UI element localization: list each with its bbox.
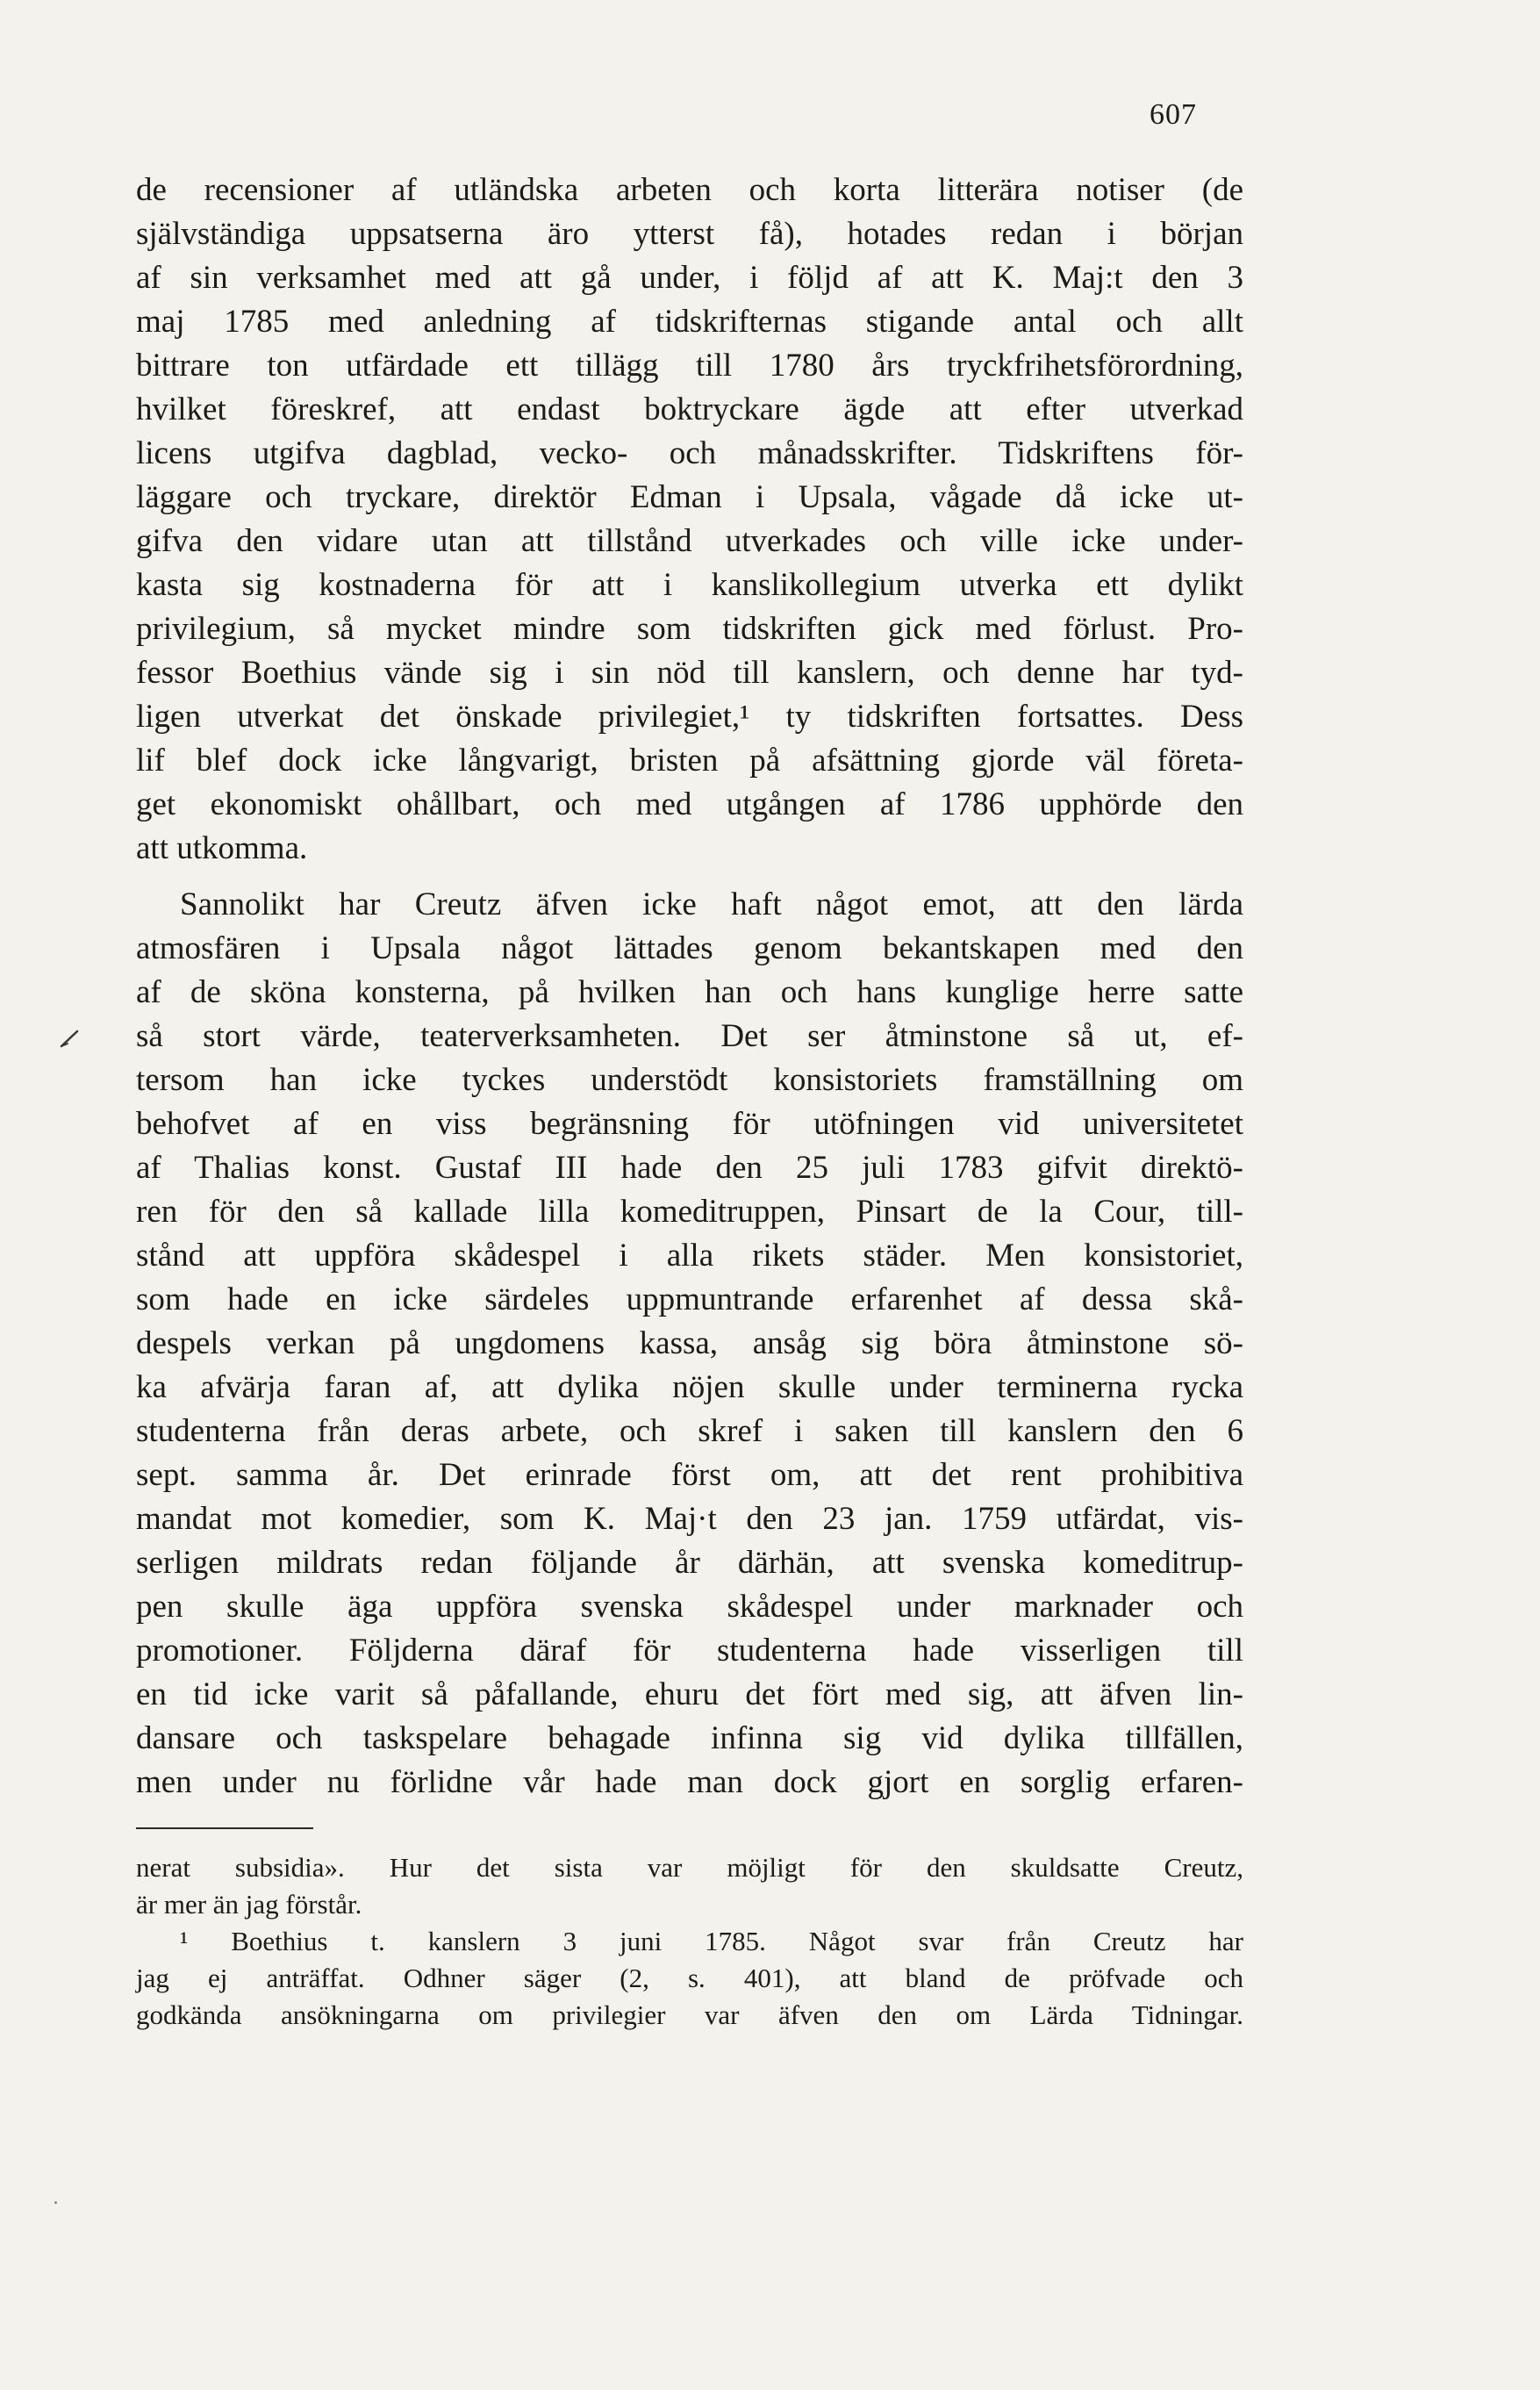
footnote-line: jag ej anträffat. Odhner säger (2, s. 401), att bland de pröfvade och [136,1963,1243,1993]
margin-pencil-mark [60,1029,79,1048]
text-line: en tid icke varit så påfallande, ehuru det fört med sig, att äfven lin- [136,1676,1243,1712]
text-line: de recensioner af utländska arbeten och korta litterära notiser (de [136,172,1243,208]
text-line: despels verkan på ungdomens kassa, ansåg sig böra åtminstone sö- [136,1325,1243,1361]
footnote-divider [136,1827,313,1829]
text-line: privilegium, så mycket mindre som tidskriften gick med förlust. Pro- [136,611,1243,647]
text-line: men under nu förlidne vår hade man dock gjort en sorglig erfaren- [136,1764,1243,1800]
text-line: kasta sig kostnaderna för att i kanslikollegium utverka ett dylikt [136,567,1243,603]
paragraph-2 [136,883,1243,1805]
text-line: af de sköna konsterna, på hvilken han och hans kunglige herre satte [136,974,1243,1010]
text-line: get ekonomiskt ohållbart, och med utgången af 1786 upphörde den [136,786,1243,822]
text-line: serligen mildrats redan följande år därhän, att svenska komeditrup- [136,1545,1243,1581]
paragraph-1 [136,169,1243,871]
text-line: ligen utverkat det önskade privilegiet,¹ ty tidskriften fortsattes. Dess [136,699,1243,735]
text-line: läggare och tryckare, direktör Edman i Upsala, vågade då icke ut- [136,479,1243,515]
text-line: ka afvärja faran af, att dylika nöjen skulle under terminerna rycka [136,1369,1243,1405]
text-line: af sin verksamhet med att gå under, i följd af att K. Maj:t den 3 [136,260,1243,296]
text-line: lif blef dock icke långvarigt, bristen på afsättning gjorde väl företa- [136,743,1243,779]
text-line: självständiga uppsatserna äro ytterst få), hotades redan i början [136,216,1243,252]
text-line: stånd att uppföra skådespel i alla rikets städer. Men konsistoriet, [136,1238,1243,1274]
text-line: tersom han icke tyckes understödt konsistoriets framställning om [136,1062,1243,1098]
page-number: 607 [1150,98,1197,131]
text-line: sept. samma år. Det erinrade först om, att det rent prohibitiva [136,1457,1243,1493]
text-line: studenterna från deras arbete, och skref i saken till kanslern den 6 [136,1413,1243,1449]
footnote-line: ¹ Boethius t. kanslern 3 juni 1785. Något svar från Creutz har [180,1926,1243,1956]
text-line: dansare och taskspelare behagade infinna sig vid dylika tillfällen, [136,1720,1243,1756]
text-line: Sannolikt har Creutz äfven icke haft något emot, att den lärda [180,886,1243,922]
text-line: promotioner. Följderna däraf för studenterna hade visserligen till [136,1633,1243,1669]
text-line: bittrare ton utfärdade ett tillägg till 1780 års tryckfrihetsförordning, [136,348,1243,384]
text-line: pen skulle äga uppföra svenska skådespel under marknader och [136,1589,1243,1625]
text-line: att utkomma. [136,830,308,866]
text-line: licens utgifva dagblad, vecko- och månadsskrifter. Tidskriftens för- [136,435,1243,471]
text-line: så stort värde, teaterverksamheten. Det ser åtminstone så ut, ef- [136,1018,1243,1054]
text-line: atmosfären i Upsala något lättades genom bekantskapen med den [136,930,1243,966]
footnote-line: godkända ansökningarna om privilegier var äfven den om Lärda Tidningar. [136,1999,1243,2030]
text-line: fessor Boethius vände sig i sin nöd till kanslern, och denne har tyd- [136,655,1243,691]
text-line: hvilket föreskref, att endast boktryckare ägde att efter utverkad [136,391,1243,427]
text-line: af Thalias konst. Gustaf III hade den 25 juli 1783 gifvit direktö- [136,1150,1243,1186]
text-line: som hade en icke särdeles uppmuntrande erfarenhet af dessa skå- [136,1281,1243,1317]
text-line: gifva den vidare utan att tillstånd utverkades och ville icke under- [136,523,1243,559]
footnote-line: nerat subsidia». Hur det sista var möjligt för den skuldsatte Creutz, [136,1852,1243,1883]
page-speck [54,2201,57,2204]
footnote-line: är mer än jag förstår. [136,1889,362,1920]
text-line: behofvet af en viss begränsning för utöfningen vid universitetet [136,1106,1243,1142]
text-line: ren för den så kallade lilla komeditruppen, Pinsart de la Cour, till- [136,1194,1243,1230]
text-line: mandat mot komedier, som K. Maj·t den 23 jan. 1759 utfärdat, vis- [136,1501,1243,1537]
footnotes [136,1849,1243,2034]
text-line: maj 1785 med anledning af tidskrifternas stigande antal och allt [136,304,1243,340]
